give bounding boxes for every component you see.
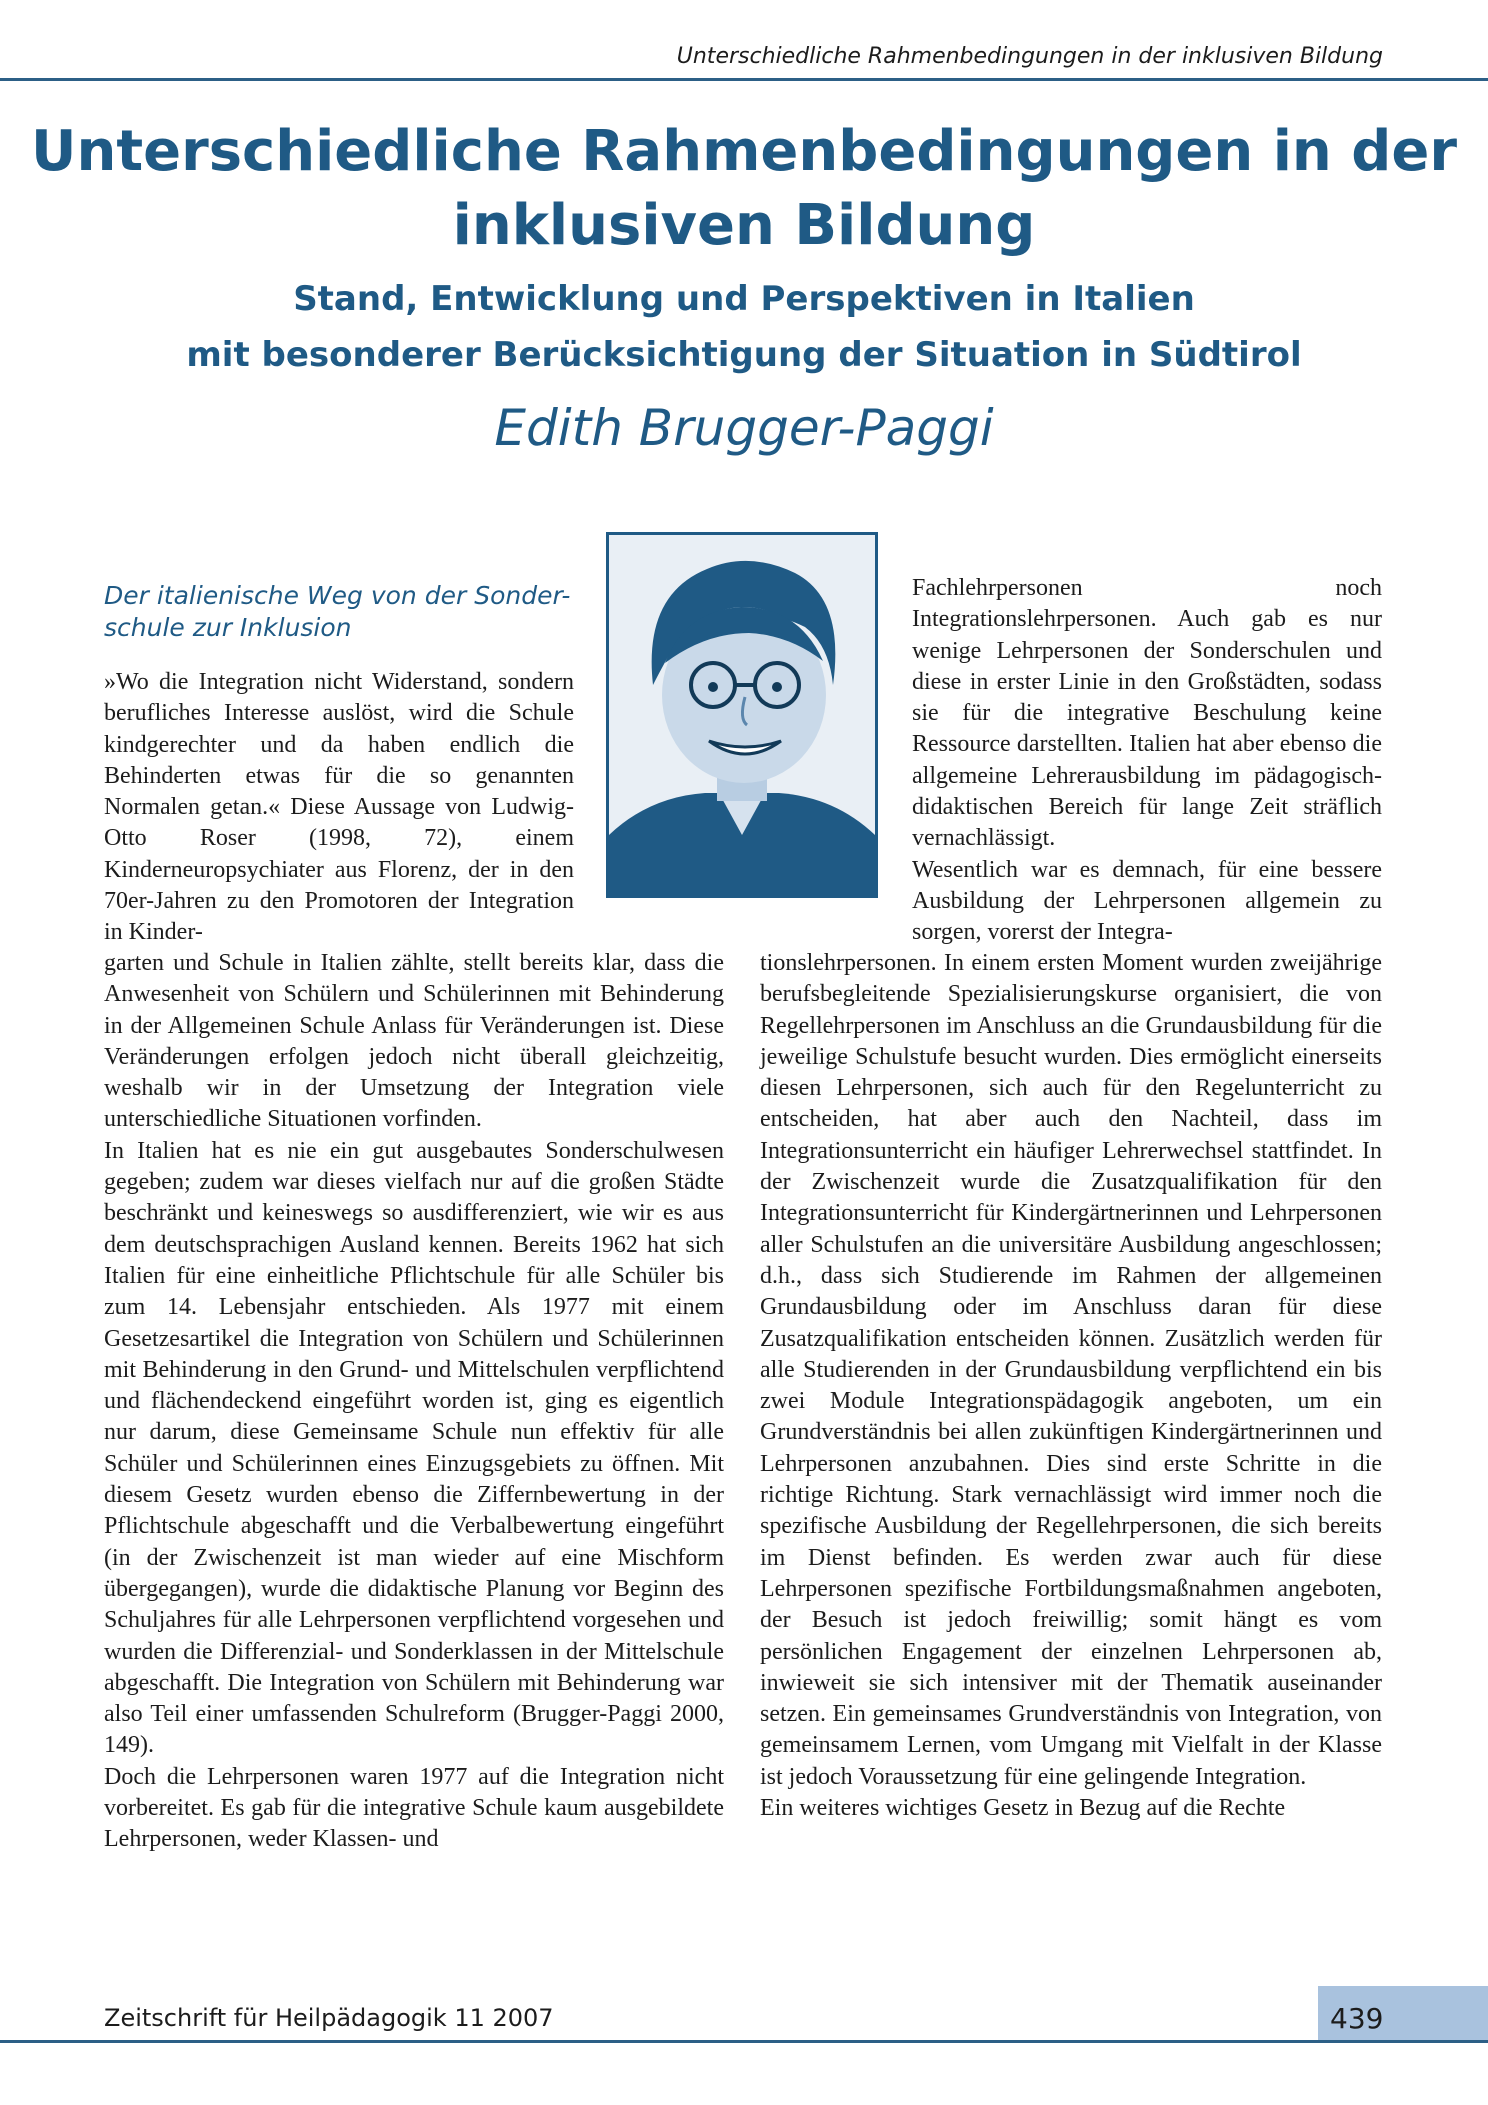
footer-rule bbox=[0, 2040, 1488, 2043]
author-name: Edith Brugger-Paggi bbox=[494, 399, 994, 457]
article-subtitle-line1: Stand, Entwicklung und Perspektiven in Italien bbox=[293, 279, 1195, 319]
paragraph: tionslehrpersonen. In einem ersten Moment wurden zweijährige berufsbegleitende Spezialisierungskurse organisiert, die von Regellehrpersonen im Anschluss an die Grundausbildung für die jeweilige Schulstufe besucht wurden. Dies ermöglicht einerseits diesen Lehrpersonen, sich auch für den Regelunterricht zu entscheiden, hat aber auch den Nachteil, dass im Integrationsunterricht ein häufiger Lehrerwechsel stattfindet. In der Zwischenzeit wurde die Zusatzqualifikation für den Integrationsunterricht für Kindergärtnerinnen und Lehrpersonen aller Schulstufen an die universitäre Ausbildung angeschlossen; d.h., dass sich Studierende im Rahmen der allgemeinen Grundausbildung oder im Anschluss daran für diese Zusatzqualifikation entscheiden können. Zusätzlich werden für alle Studierenden in der Grundausbildung verpflichtend ein bis zwei Module Integrationspädagogik angeboten, um ein Grundverständnis bei allen zukünftigen Kindergärtnerinnen und Lehrpersonen anzubahnen. Dies sind erste Schritte in die richtige Richtung. Stark vernachlässigt wird immer noch die spezifische Ausbildung der Regellehrpersonen, die sich bereits im Dienst befinden. Es werden zwar auch für diese Lehrpersonen spezifische Fortbildungsmaßnahmen angeboten, der Besuch ist jedoch freiwillig; somit hängt es vom persönlichen Engagement der einzelnen Lehrpersonen ab, inwieweit sie sich intensiver mit der Thematik auseinander setzen. Ein gemeinsames Grundverständnis von Integration, von gemeinsamem Lernen, vom Umgang mit Vielfalt in der Klasse ist jedoch Voraussetzung für eine gelingende Integration. bbox=[760, 950, 1382, 1790]
author-portrait-image bbox=[609, 535, 875, 895]
paragraph: Ein weiteres wichtiges Gesetz in Bezug auf die Rechte bbox=[760, 1795, 1286, 1822]
section-heading bbox=[104, 580, 574, 644]
header-rule bbox=[0, 78, 1488, 81]
paragraph: Doch die Lehrpersonen waren 1977 auf die Integration nicht vorbereitet. Es gab für die integrative Schule kaum ausgebildete Lehrpersonen, weder Klassen- und bbox=[104, 1763, 724, 1853]
body-right-column bbox=[760, 948, 1382, 1824]
article-title-line1: Unterschiedliche Rahmenbedingungen in der bbox=[31, 119, 1457, 184]
title-block bbox=[0, 115, 1488, 461]
paragraph: garten und Schule in Italien zählte, stellt bereits klar, dass die Anwesenheit von Schülern und Schülerinnen mit Behinderung in der Allgemeinen Schule Anlass für Veränderungen ist. Diese Veränderungen erfolgen jedoch nicht überall gleichzeitig, weshalb wir in der Umsetzung der Integration viele unterschiedliche Situationen vorfinden. bbox=[104, 950, 724, 1133]
running-head: Unterschiedliche Rahmenbedingungen in der inklusiven Bildung bbox=[676, 44, 1383, 69]
paragraph: Wesentlich war es demnach, für eine bessere Ausbildung der Lehrpersonen allgemein zu sorgen, vorerst der Integra- bbox=[912, 856, 1382, 946]
article-subtitle-line2: mit besonderer Berücksichtigung der Situation in Südtirol bbox=[186, 335, 1302, 375]
article-title-line2: inklusiven Bildung bbox=[452, 193, 1036, 258]
body-left-top bbox=[104, 667, 574, 949]
article-title bbox=[0, 115, 1488, 263]
body-right-top bbox=[912, 573, 1382, 949]
paragraph: »Wo die Integration nicht Widerstand, sondern berufliches Interesse auslöst, wird die Schule kindgerechter und da haben endlich die Behinderten etwas für die so genannten Normalen getan.« Diese Aussage von Ludwig-Otto Roser (1998, 72), einem Kinderneuropsychiater aus Florenz, der in den 70er-Jahren zu den Promotoren der Integration in Kinder- bbox=[104, 669, 574, 946]
journal-footer: Zeitschrift für Heilpädagogik 11 2007 bbox=[104, 2004, 554, 2032]
paragraph: In Italien hat es nie ein gut ausgebautes Sonderschulwesen gegeben; zudem war dieses vielfach nur auf die großen Städte beschränkt und keineswegs so ausdifferenziert, wie wir es aus dem deutschsprachigen Ausland kennen. Bereits 1962 hat sich Italien für eine einheitliche Pflichtschule für alle Schüler bis zum 14. Lebensjahr entschieden. Als 1977 mit einem Gesetzesartikel die Integration von Schülern und Schülerinnen mit Behinderung in den Grund- und Mittelschulen verpflichtend und flächendeckend eingeführt worden ist, ging es eigentlich nur darum, diese Gemeinsame Schule nun effektiv für alle Schüler und Schülerinnen eines Einzugsgebiets zu öffnen. Mit diesem Gesetz wurden ebenso die Ziffernbewertung in der Pflichtschule abgeschafft und die Verbalbewertung eingeführt (in der Zwischenzeit ist man wieder auf eine Mischform übergegangen), wurde die didaktische Planung vor Beginn des Schuljahres für alle Lehrpersonen verpflichtend vorgesehen und wurden die Differenzial- und Sonderklassen in der Mittelschule abgeschafft. Die Integration von Schülern mit Behinderung war also Teil einer umfassenden Schulreform (Brugger-Paggi 2000, 149). bbox=[104, 1137, 724, 1759]
article-subtitle bbox=[0, 271, 1488, 383]
section-heading-line1: Der italienische Weg von der Sonder- bbox=[104, 581, 571, 610]
section-heading-line2: schule zur Inklusion bbox=[104, 613, 352, 642]
body-left-column bbox=[104, 948, 724, 1856]
author-photo bbox=[606, 532, 878, 898]
page-number: 439 bbox=[1330, 2002, 1384, 2035]
paragraph: Fachlehrpersonen noch Integrationslehrpersonen. Auch gab es nur wenige Lehrpersonen der Sonderschulen und diese in erster Linie in den Großstädten, sodass sie für die integrative Beschulung keine Ressource darstellten. Italien hat aber ebenso die allgemeine Lehrerausbildung im pädagogisch-didaktischen Bereich für lange Zeit sträflich vernachlässigt. bbox=[912, 575, 1382, 852]
